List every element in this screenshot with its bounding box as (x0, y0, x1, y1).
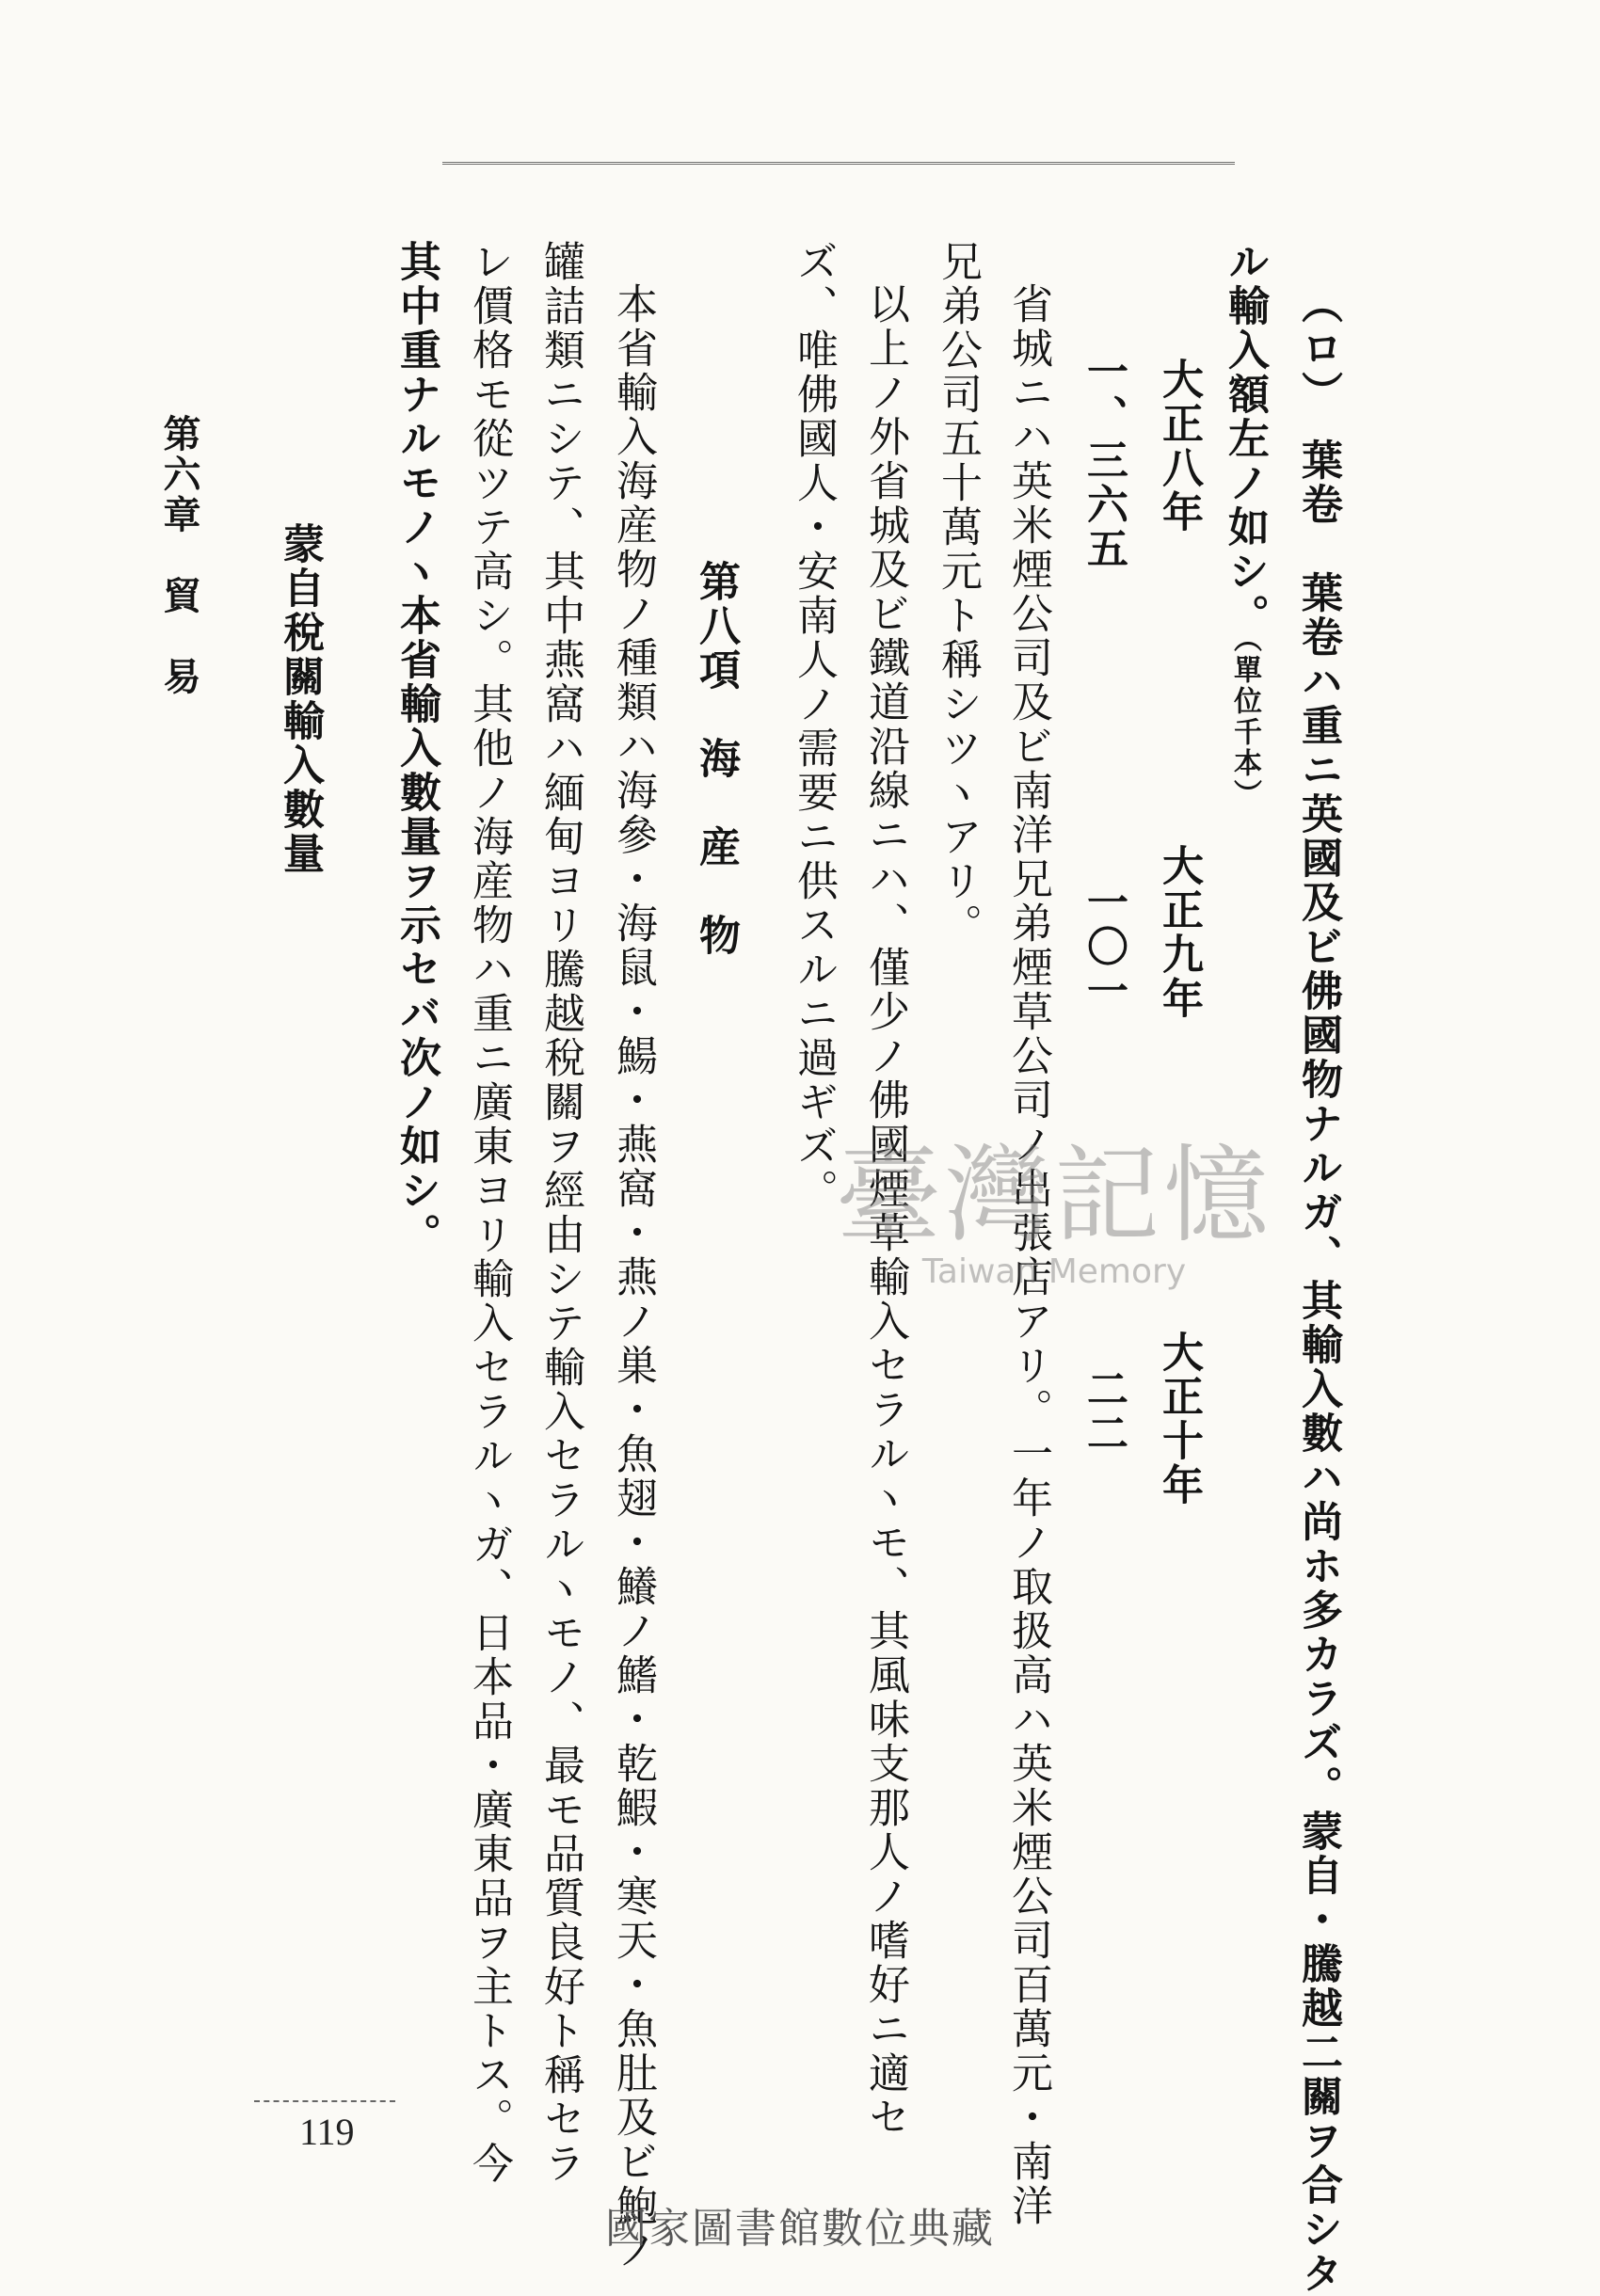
text-column-2 (1221, 240, 1269, 810)
text-column-5: 省城ニハ英米煙公司及ビ南洋兄弟煙草公司ノ出張店アリ。一年ノ取扱高ハ英米煙公司百萬元・南洋 (1004, 282, 1052, 2228)
running-head: 第六章 貿 易 (157, 414, 201, 697)
text-column-10: 本省輸入海産物ノ種類ハ海參・海鼠・鰑・燕窩・燕ノ巣・魚翅・鱶ノ鰭・乾鰕・寒天・魚肚及ビ鮑ノ (609, 282, 657, 2272)
watermark-english: Taiwan Memory (921, 1252, 1187, 1291)
text-column-13: 其中重ナルモノヽ本省輸入數量ヲ示セバ次ノ如シ。 (392, 240, 440, 1257)
text-column-12: レ價格モ從ツテ高シ。其他ノ海産物ハ重ニ廣東ヨリ輸入セラルヽガ、日本品・廣東品ヲ主トス。今 (465, 240, 513, 2186)
table-header-years: 大正八年 大正九年 大正十年 (1155, 358, 1203, 1507)
bottom-caption: 國家圖書館數位典藏 (605, 2205, 995, 2253)
watermark (809, 1135, 1299, 1294)
table-title: 蒙自稅關輸入數量 (276, 522, 324, 876)
text-column-1: （ロ） 葉卷 葉卷ハ重ニ英國及ビ佛國物ナルガ、其輸入數ハ尚ホ多カラズ。蒙自・騰越二關ヲ合シタ (1294, 282, 1342, 2296)
text-column-2-main: ル輸入額左ノ如シ。 (1221, 240, 1269, 638)
watermark-chinese: 臺灣記憶 (836, 1135, 1272, 1257)
text-column-7: 以上ノ外省城及ビ鐵道沿線ニハ、僅少ノ佛國煙草輸入セラルヽモ、其風味支那人ノ嗜好ニ適セ (861, 282, 909, 2140)
page-number: 119 (299, 2111, 355, 2153)
text-column-11: 罐詰類ニシテ、其中燕窩ハ緬甸ヨリ騰越稅關ヲ經由シテ輸入セラルヽモノ、最モ品質良好ト稱セラ (536, 240, 584, 2186)
unit-note: （單位千本） (1228, 638, 1261, 810)
footer-rule (254, 2100, 395, 2106)
text-column-8: ズ、唯佛國人・安南人ノ需要ニ供スルニ過ギズ。 (790, 240, 838, 1213)
text-column-6: 兄弟公司五十萬元ト稱シツヽアリ。 (934, 240, 982, 948)
top-border-rule (442, 162, 1235, 170)
table-values: 一、三六五 一〇一 二二 (1080, 350, 1128, 1456)
section-heading: 第八項 海 産 物 (692, 560, 740, 958)
